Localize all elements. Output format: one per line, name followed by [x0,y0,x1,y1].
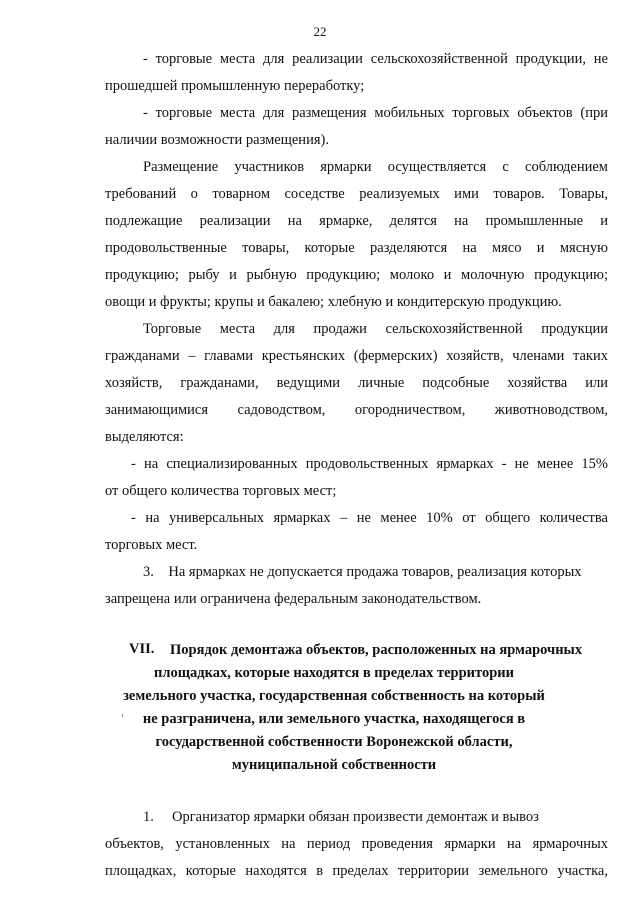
text-line: наличии возможности размещения). [105,132,329,148]
text-line: выделяются: [105,429,184,445]
text-line: продукцию; рыбу и рыбную продукцию; молоко и молочную продукцию; [105,267,608,283]
section-number: VII. [129,641,155,657]
text-line: 1. Организатор ярмарки обязан произвести демонтаж и вывоз [143,809,539,825]
text-line: овощи и фрукты; крупы и бакалею; хлебную и кондитерскую продукцию. [105,294,562,310]
text-line: объектов, установленных на период проведения ярмарки на ярмарочных [105,836,608,852]
page-number: 22 [313,24,327,39]
text-line: хозяйств, гражданами, ведущими личные подсобные хозяйства или [105,375,608,391]
text-line: прошедшей промышленную переработку; [105,78,365,94]
text-line: - на универсальных ярмарках – не менее 10% от общего количества [131,510,608,526]
text-line: требований о товарном соседстве реализуемых ими товаров. Товары, [105,186,608,202]
margin-mark [122,714,123,717]
section-title-line: не разграничена, или земельного участка, находящегося в [142,711,526,727]
section-title-line: Порядок демонтажа объектов, расположенных на ярмарочных [170,642,583,658]
text-line: запрещена или ограничена федеральным законодательством. [105,591,482,607]
text-line: от общего количества торговых мест; [105,483,337,499]
text-line: - торговые места для реализации сельскохозяйственной продукции, не [143,51,608,67]
text-line: занимающимися садоводством, огородничеством, животноводством, [105,402,608,418]
text-line: продовольственные товары, которые разделяются на мясо и мясную [105,240,608,256]
text-line: площадках, которые находятся в пределах территории земельного участка, [105,863,608,879]
text-line: 3. На ярмарках не допускается продажа товаров, реализация которых [143,564,582,580]
text-line: подлежащие реализации на ярмарке, делятся на промышленные и [105,213,608,229]
text-line: Торговые места для продажи сельскохозяйственной продукции [143,321,608,337]
text-line: торговых мест. [105,537,198,553]
text-line: - на специализированных продовольственных ярмарках - не менее 15% [131,456,608,472]
section-title-line: муниципальной собственности [231,757,437,773]
section-title-line: площадках, которые находятся в пределах территории [154,665,514,681]
text-line: гражданами – главами крестьянских (фермерских) хозяйств, членами таких [105,348,608,364]
text-line: - торговые места для размещения мобильных торговых объектов (при [143,105,608,121]
text-line: Размещение участников ярмарки осуществляется с соблюдением [143,159,608,175]
section-title-line: земельного участка, государственная собственность на который [123,688,545,704]
section-title-line: государственной собственности Воронежской области, [155,734,513,750]
